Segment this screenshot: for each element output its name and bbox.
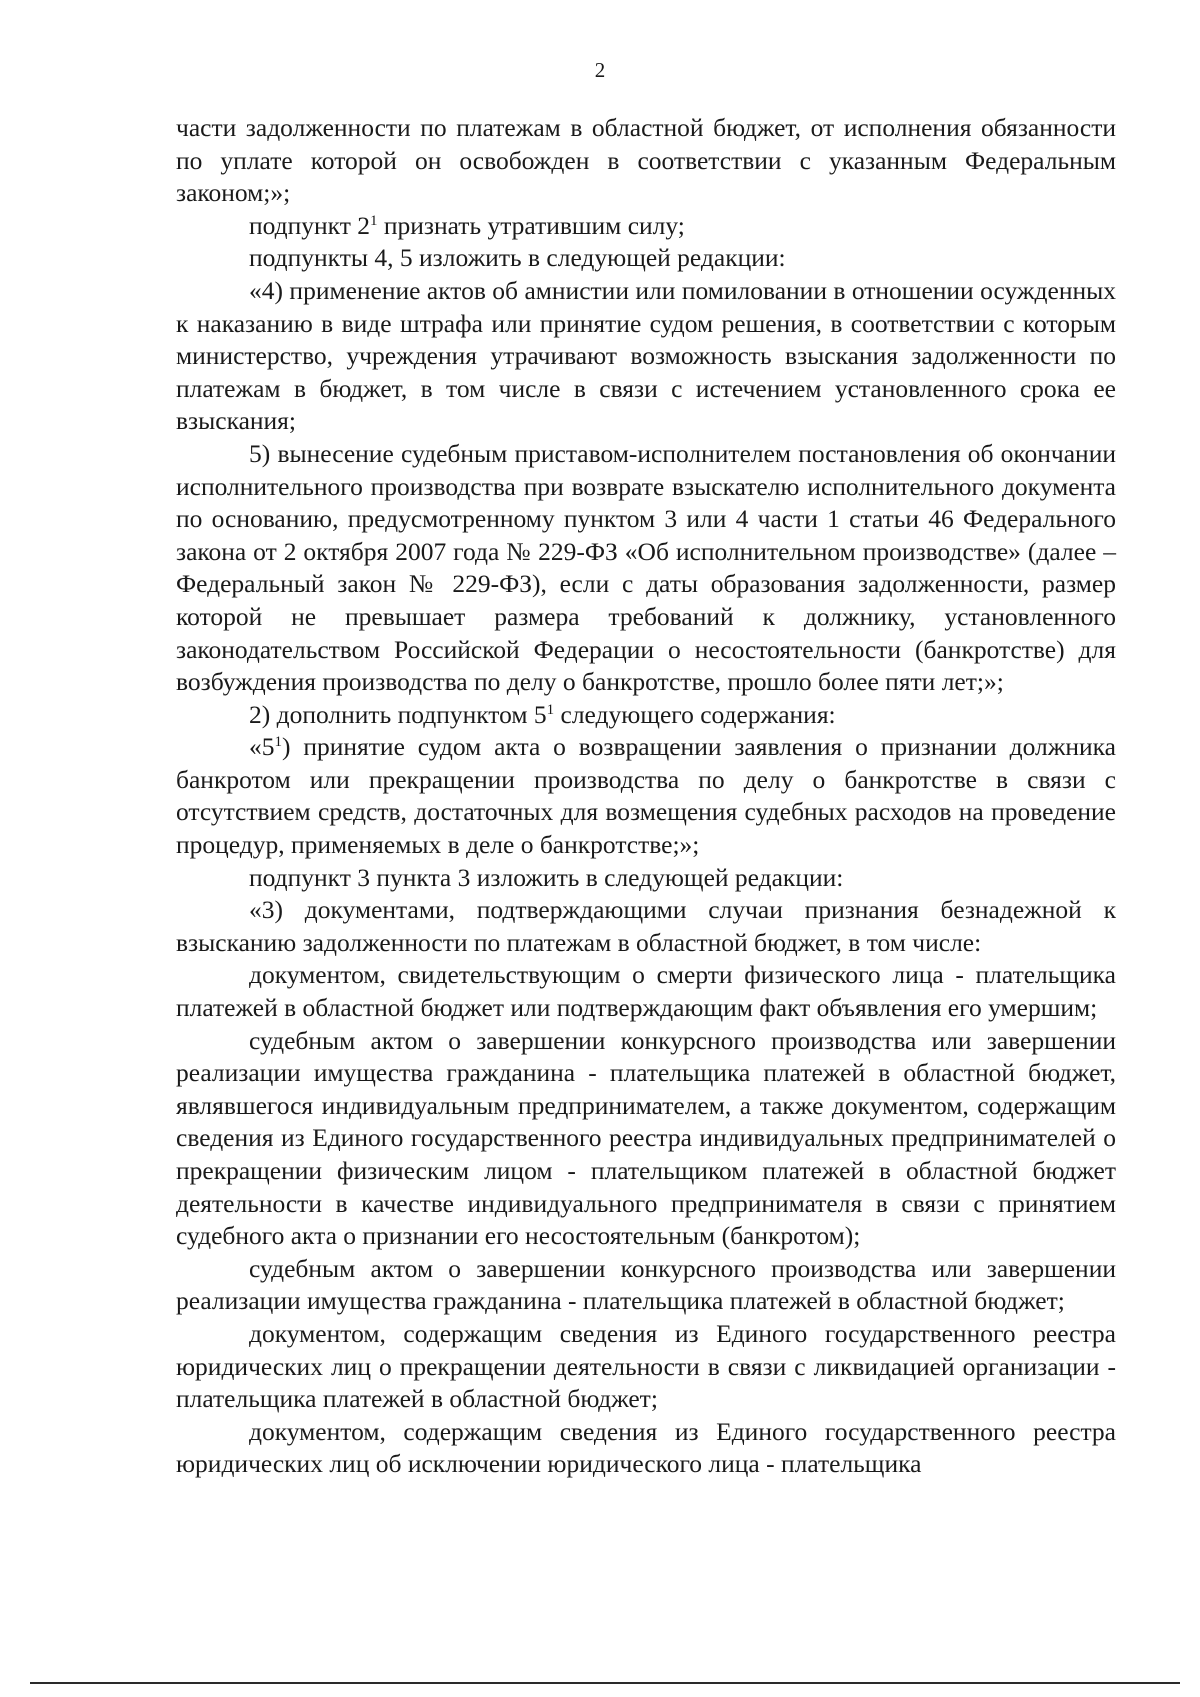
paragraph-text-part: следующего содержания: — [554, 699, 836, 729]
superscript: 1 — [274, 734, 282, 751]
paragraph-court-act-entrepreneur: судебным актом о завершении конкурсного производства или завершении реализации имущества гражданина - плательщика платежей в областной бюджет, являвшегося индивидуальным предпринимателем, а также документом, содержащим сведения из Единого государственного реестра индивидуальных предпринимателей о прекращении физическим лицом - плательщиком платежей в областной бюджет деятельности в качестве индивидуального предпринимателя в связи с принятием судебного акта о признании его несостоятельным (банкротом); — [176, 1025, 1116, 1251]
paragraph-point-3-subitem-3: «3) документами, подтверждающими случаи признания безнадежной к взысканию задолженности по платежам в областной бюджет, в том числе: — [176, 895, 1116, 957]
paragraph-subitem-2-1-repeal — [176, 210, 1116, 243]
paragraph-continuation: части задолженности по платежам в областной бюджет, от исполнения обязанности по уплате которой он освобожден в соответствии с указанным Федеральным законом;»; — [176, 113, 1116, 208]
paragraph-liquidation-document: документом, содержащим сведения из Единого государственного реестра юридических лиц о прекращении деятельности в связи с ликвидацией организации - плательщика платежей в областной бюджет; — [176, 1318, 1116, 1414]
superscript: 1 — [370, 212, 378, 229]
paragraph-subitem-5-1 — [176, 731, 1116, 861]
paragraph-add-subitem-5-1 — [176, 699, 1116, 732]
paragraph-text-part: ) принятие судом акта о возвращении заявления о признании должника банкротом или прекращении производства по делу о банкротстве в связи с отсутствием средств, достаточных для возмещения судебных расходов на проведение процедур, применяемых в деле о банкротстве;»; — [176, 732, 1116, 860]
paragraph-subitem-4: «4) применение актов об амнистии или помиловании в отношении осужденных к наказанию в виде штрафа или принятие судом решения, в соответствии с которым министерство, учреждения утрачивают возможность взыскания задолженности по платежам в бюджет, в том числе в связи с истечением установленного срока ее взыскания; — [176, 275, 1116, 436]
page-number: 2 — [594, 58, 606, 82]
paragraph-death-document: документом, свидетельствующим о смерти физического лица - плательщика платежей в областной бюджет или подтверждающим факт объявления его умершим; — [176, 960, 1116, 1023]
paragraph-text-part: признать утратившим силу; — [377, 210, 685, 240]
paragraph-exclusion-document: документом, содержащим сведения из Единого государственного реестра юридических лиц об исключении юридического лица - плательщика — [176, 1416, 1116, 1479]
paragraph-subitem-5: 5) вынесение судебным приставом-исполнителем постановления об окончании исполнительного производства при возврате взыскателю исполнительного документа по основанию, предусмотренному пунктом 3 или 4 части 1 статьи 46 Федерального закона от 2 октября 2007 года № 229-ФЗ «Об исполнительном производстве» (далее – Федеральный закон № 229-ФЗ), если с даты образования задолженности, размер которой не превышает размера требований к должнику, установленного законодательством Российской Федерации о несостоятельности (банкротстве) для возбуждения производства по делу о банкротстве, прошло более пяти лет;»; — [176, 438, 1116, 697]
superscript: 1 — [546, 701, 555, 718]
paragraph-subitems-4-5-intro: подпункты 4, 5 изложить в следующей редакции: — [249, 243, 786, 273]
paragraph-court-act-citizen: судебным актом о завершении конкурсного производства или завершении реализации имущества гражданина - плательщика платежей в областной бюджет; — [176, 1253, 1116, 1316]
paragraph-text-part: подпункт 2 — [249, 210, 371, 240]
document-body — [176, 112, 1116, 1481]
paragraph-text-part: 2) дополнить подпунктом 5 — [249, 699, 547, 729]
paragraph-text-part: «5 — [249, 732, 275, 762]
paragraph-point-3-intro: подпункт 3 пункта 3 изложить в следующей редакции: — [249, 862, 844, 892]
scan-edge-line — [30, 1682, 1180, 1684]
